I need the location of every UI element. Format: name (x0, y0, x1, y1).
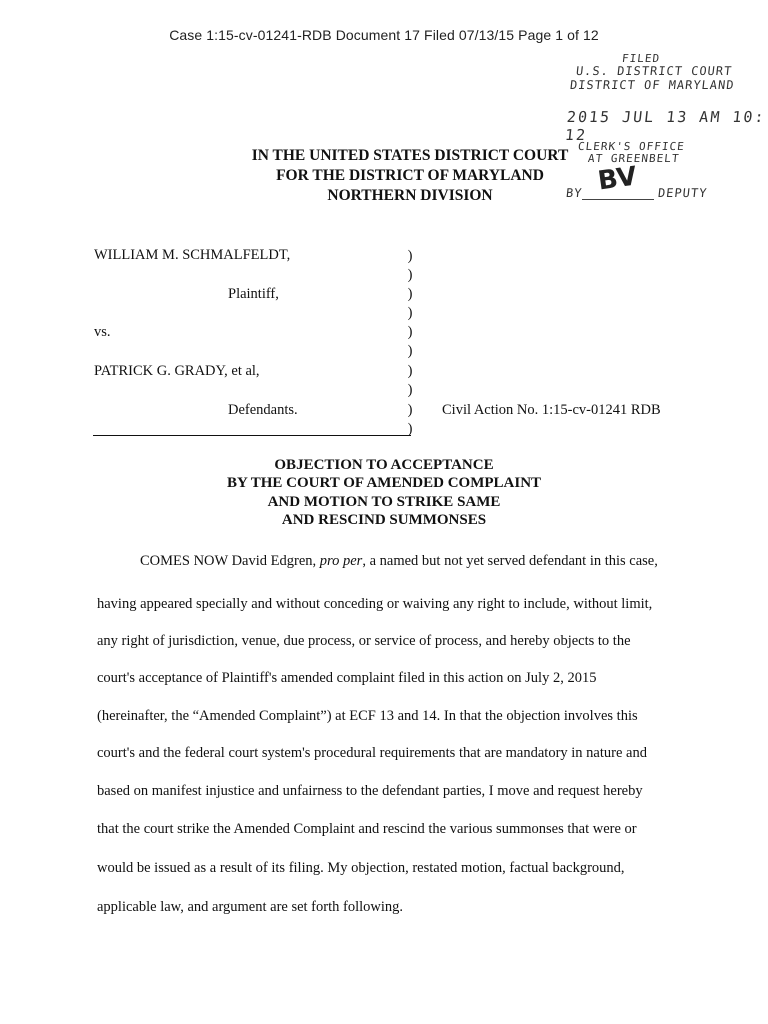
caption-paren: ) (407, 324, 413, 340)
court-division: NORTHERN DIVISION (327, 187, 493, 204)
caption-underline (93, 435, 411, 436)
title-line-2: BY THE COURT OF AMENDED COMPLAINT (226, 475, 542, 491)
body-line: would be issued as a result of its filing. My objection, restated motion, factual background, (97, 860, 625, 876)
versus-label: vs. (94, 324, 111, 340)
body-line: having appeared specially and without conceding or waiving any right to include, without limit, (97, 596, 653, 612)
court-district: FOR THE DISTRICT OF MARYLAND (276, 167, 544, 184)
body-line: court's and the federal court system's procedural requirements that are mandatory in nature and (97, 745, 647, 761)
caption-paren: ) (407, 402, 413, 418)
caption-paren: ) (407, 421, 413, 437)
stamp-datetime: 2015 JUL 13 AM 10: 12 (564, 108, 767, 144)
body-line: based on manifest injustice and unfairness to the defendant parties, I move and request hereby (97, 783, 643, 799)
caption-paren: ) (407, 305, 413, 321)
stamp-filed: FILED (621, 52, 661, 65)
stamp-by-label: BY (565, 186, 584, 200)
caption-paren: ) (407, 267, 413, 283)
title-line-4: AND RESCIND SUMMONSES (281, 512, 487, 528)
defendant-role: Defendants. (228, 402, 298, 418)
stamp-district: DISTRICT OF MARYLAND (569, 78, 736, 92)
court-name: IN THE UNITED STATES DISTRICT COURT (251, 147, 569, 164)
caption-paren: ) (407, 286, 413, 302)
body-line: (hereinafter, the “Amended Complaint”) at ECF 13 and 14. In that the objection involves this (97, 708, 638, 724)
pro-per-italic: pro per (319, 553, 363, 569)
plaintiff-name: WILLIAM M. SCHMALFELDT, (94, 247, 291, 263)
stamp-court: U.S. DISTRICT COURT (575, 64, 734, 78)
body-line: any right of jurisdiction, venue, due process, or service of process, and hereby objects to the (97, 633, 631, 649)
stamp-initials: BV (596, 161, 639, 197)
stamp-deputy-label: DEPUTY (657, 186, 709, 200)
body-first-post: , a named but not yet served defendant in this case, (362, 553, 658, 569)
title-line-3: AND MOTION TO STRIKE SAME (267, 494, 501, 510)
caption-paren: ) (407, 248, 413, 264)
body-line: applicable law, and argument are set forth following. (97, 899, 404, 915)
title-line-1: OBJECTION TO ACCEPTANCE (274, 457, 494, 473)
civil-action-number: Civil Action No. 1:15-cv-01241 RDB (442, 402, 661, 418)
body-first-pre: COMES NOW David Edgren, (140, 553, 320, 569)
stamp-clerk-office: CLERK'S OFFICE (577, 140, 686, 153)
stamp-location: AT GREENBELT (587, 152, 681, 165)
caption-paren: ) (407, 343, 413, 359)
caption-paren: ) (407, 363, 413, 379)
defendant-name: PATRICK G. GRADY, et al, (94, 363, 260, 379)
body-line: that the court strike the Amended Complaint and rescind the various summonses that were or (97, 821, 637, 837)
caption-paren: ) (407, 382, 413, 398)
body-line: court's acceptance of Plaintiff's amended complaint filed in this action on July 2, 2015 (97, 670, 597, 686)
body-line-first (140, 553, 658, 570)
plaintiff-role: Plaintiff, (228, 286, 279, 302)
ecf-header: Case 1:15-cv-01241-RDB Document 17 Filed 07/13/15 Page 1 of 12 (169, 27, 599, 43)
